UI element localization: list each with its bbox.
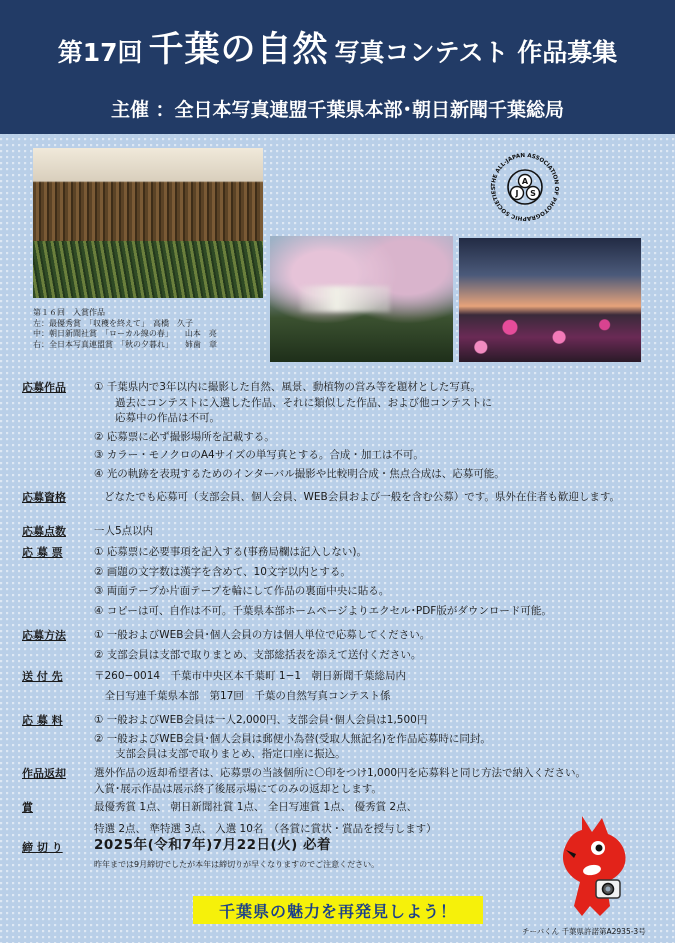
caption-line: 第１６回 入賞作品 <box>33 308 105 317</box>
organizer-line: 主催 ：全日本写真連盟千葉県本部･朝日新聞千葉総局 <box>110 99 565 121</box>
prize-line: 特選 2点、 準特選 3点、 入選 10名 （各賞に賞状・賞品を授与します） <box>94 822 437 835</box>
form-line: ③ 両面テープか片面テープを輪にして作品の裏面中央に貼る。 <box>94 585 390 597</box>
title-rest: 写真コンテスト 作品募集 <box>334 38 618 67</box>
ajps-logo <box>486 148 564 226</box>
caption-line: 左：最優秀賞 「収穫を終えて」 高橋 久子 <box>33 318 193 328</box>
fee-line: ① 一般およびWEB会員は一人2,000円、支部会員･個人会員は1,500円 <box>94 714 428 726</box>
method-line: ② 支部会員は支部で取りまとめ、支部総括表を添えて送付ください。 <box>94 648 422 661</box>
section-label: 応 募 票 <box>22 546 63 559</box>
return-line: 選外作品の返却希望者は、応募票の当該個所に〇印をつけ1,000円を応募料と同じ方法で納入ください。 <box>94 767 587 779</box>
address-line: 全日写連千葉県本部 第17回 千葉の自然写真コンテスト係 <box>94 689 391 702</box>
caption-line: 中：朝日新聞社賞 「ローカル線の春」 山本 亮 <box>33 329 217 338</box>
title-edition: 第17回 <box>57 38 143 67</box>
method-line: ① 一般およびWEB会員･個人会員の方は個人単位で応募してください。 <box>94 629 431 641</box>
section-label: 賞 <box>22 801 33 814</box>
deadline-note: 昨年までは9月締切でしたが本年は締切りが早くなりますのでご注意ください。 <box>94 859 380 869</box>
eligibility-text: どなたでも応募可（支部会員、個人会員、WEB会員および一般を含む公募）です。県外在住者も歓迎します。 <box>104 491 621 503</box>
section-label: 作品返却 <box>22 767 66 780</box>
section-body <box>94 380 505 482</box>
chiba-kun-mascot <box>552 810 634 922</box>
entry-line: ② 応募票に必ず撮影場所を記載する。 <box>94 430 275 443</box>
section-label: 応募資格 <box>22 491 66 504</box>
fee-line: ② 一般およびWEB会員･個人会員は郵便小為替(受取人無記名)を作品応募時に同封。 <box>94 732 491 745</box>
section-body <box>94 800 437 837</box>
count-text: 一人5点以内 <box>94 525 154 537</box>
section-label: 締 切 り <box>22 841 63 854</box>
section-body <box>94 713 491 763</box>
section-label: 送 付 先 <box>22 670 63 683</box>
section-body <box>94 545 552 619</box>
header-banner <box>0 0 675 134</box>
entry-line: 過去にコンテストに入選した作品、それに類似した作品、および他コンテストに <box>94 396 493 409</box>
entry-line: ③ カラー・モノクロのA4サイズの単写真とする。合成・加工は不可。 <box>94 449 424 461</box>
svg-text:S: S <box>530 189 536 198</box>
photo-cosmos-autumn-dusk <box>459 238 641 362</box>
section-label: 応 募 料 <box>22 714 63 727</box>
entry-line: ④ 光の軌跡を表現するためのインターバル撮影や比較明合成・焦点合成は、応募可能。 <box>94 467 505 480</box>
section-body <box>94 838 379 872</box>
title-main: 千葉の自然 <box>148 30 329 70</box>
entry-line: ① 千葉県内で3年以内に撮影した自然、風景、動植物の営み等を題材とした写真。 <box>94 381 481 393</box>
section-body <box>94 669 406 704</box>
form-line: ① 応募票に必要事項を記入する(事務局欄は記入しない)。 <box>94 546 367 558</box>
award-caption <box>33 308 273 350</box>
section-body <box>94 628 430 663</box>
return-line: 入賞･展示作品は展示終了後展示場にてのみの返却とします。 <box>94 782 382 795</box>
form-line: ④ コピーは可、自作は不可。千葉県本部ホームページよりエクセル･PDF版がダウンロード可能。 <box>94 604 552 617</box>
svg-text:J: J <box>515 189 519 198</box>
page-title <box>0 22 675 72</box>
section-label: 応募点数 <box>22 525 66 538</box>
mascot-caption: チーバくん 千葉県許諾第A2935-3号 <box>522 927 646 936</box>
svg-text:A: A <box>521 177 529 186</box>
photo-rice-harvest <box>33 148 263 298</box>
logo-ring-text: THE ALL-JAPAN ASSOCIATION OF PHOTOGRAPHIC SOCIETIES <box>490 152 560 222</box>
entry-line: 応募中の作品は不可。 <box>94 412 220 424</box>
promo-banner: 千葉県の魅力を再発見しよう！ <box>193 896 483 924</box>
section-body <box>94 766 586 797</box>
photo-local-train-spring <box>270 236 453 362</box>
caption-line: 右：全日本写真連盟賞 「秋の夕暮れ」 姉歯 章 <box>33 339 217 349</box>
fee-line: 支部会員は支部で取りまとめ、指定口座に振込。 <box>94 748 346 760</box>
prize-line: 最優秀賞 1点、 朝日新聞社賞 1点、 全日写連賞 1点、 優秀賞 2点、 <box>94 801 418 813</box>
form-line: ② 画題の文字数は漢字を含めて、10文字以内とする。 <box>94 565 351 578</box>
section-label: 応募作品 <box>22 381 66 394</box>
deadline-date: 2025年(令和7年)7月22日(火) 必着 <box>94 837 332 853</box>
section-label: 応募方法 <box>22 629 66 642</box>
address-line: 〒260−0014 千葉市中央区本千葉町 1−1 朝日新聞千葉総局内 <box>94 670 407 682</box>
